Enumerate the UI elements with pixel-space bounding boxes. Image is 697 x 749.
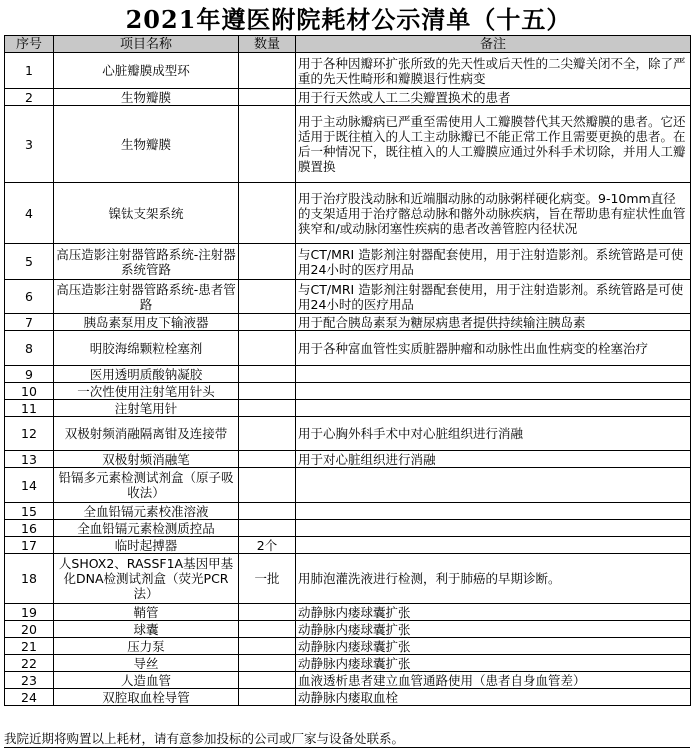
table-row [5,655,691,672]
cell-note[interactable] [296,400,691,417]
cell-no[interactable]: 12 [5,417,54,451]
table-row [5,689,691,706]
cell-no[interactable]: 16 [5,520,54,537]
table-row [5,451,691,468]
cell-name[interactable]: 胰岛素泵用皮下输液器 [54,314,239,331]
table-row [5,520,691,537]
cell-no[interactable]: 8 [5,331,54,366]
header-qty: 数量 [239,36,296,53]
cell-name[interactable]: 双腔取血栓导管 [54,689,239,706]
table-row [5,503,691,520]
cell-no[interactable]: 2 [5,89,54,106]
cell-name[interactable]: 医用透明质酸钠凝胶 [54,366,239,383]
cell-qty[interactable] [239,520,296,537]
cell-no[interactable]: 24 [5,689,54,706]
cell-note[interactable]: 动静脉内瘘球囊扩张 [296,604,691,621]
cell-note[interactable] [296,537,691,554]
cell-name[interactable]: 镍钛支架系统 [54,183,239,244]
cell-no[interactable]: 15 [5,503,54,520]
cell-qty[interactable] [239,331,296,366]
cell-note[interactable]: 用于配合胰岛素泵为糖尿病患者提供持续输注胰岛素 [296,314,691,331]
cell-name[interactable]: 鞘管 [54,604,239,621]
cell-no[interactable]: 1 [5,53,54,89]
table-row [5,604,691,621]
cell-note[interactable] [296,366,691,383]
cell-name[interactable]: 人SHOX2、RASSF1A基因甲基化DNA检测试剂盒（荧光PCR法） [54,554,239,604]
cell-name[interactable]: 导丝 [54,655,239,672]
cell-no[interactable]: 7 [5,314,54,331]
table-row [5,183,691,244]
cell-note[interactable] [296,520,691,537]
cell-note[interactable]: 用于主动脉瓣病已严重至需使用人工瓣膜替代其天然瓣膜的患者。它还适用于既往植入的人工主动脉瓣已不能正常工作且需要更换的患者。在后一种情况下，既往植入的人工瓣膜应通过外科手术切除，并用人工瓣膜置换 [296,106,691,183]
cell-qty[interactable] [239,400,296,417]
cell-no[interactable]: 22 [5,655,54,672]
cell-no[interactable]: 19 [5,604,54,621]
cell-no[interactable]: 21 [5,638,54,655]
cell-qty[interactable] [239,451,296,468]
materials-table [4,35,691,706]
cell-name[interactable]: 全血铅镉元素校准溶液 [54,503,239,520]
table-row [5,383,691,400]
cell-qty[interactable] [239,468,296,503]
cell-note[interactable] [296,383,691,400]
table-row [5,638,691,655]
cell-qty[interactable] [239,280,296,314]
table-row [5,400,691,417]
cell-qty[interactable]: 2个 [239,537,296,554]
cell-note[interactable]: 用于心胸外科手术中对心脏组织进行消融 [296,417,691,451]
header-note: 备注 [296,36,691,53]
cell-note[interactable] [296,503,691,520]
cell-qty[interactable] [239,417,296,451]
table-row [5,672,691,689]
cell-note[interactable]: 用于对心脏组织进行消融 [296,451,691,468]
cell-no[interactable]: 20 [5,621,54,638]
cell-name[interactable]: 心脏瓣膜成型环 [54,53,239,89]
cell-qty[interactable] [239,244,296,280]
cell-no[interactable]: 13 [5,451,54,468]
cell-name[interactable]: 铅镉多元素检测试剂盒（原子吸收法） [54,468,239,503]
table-body [5,53,691,706]
header-name: 项目名称 [54,36,239,53]
cell-qty[interactable] [239,183,296,244]
cell-note[interactable]: 与CT/MRI 造影剂注射器配套使用，用于注射造影剂。系统管路是可使用24小时的医疗用品 [296,280,691,314]
cell-name[interactable]: 全血铅镉元素检测质控品 [54,520,239,537]
table-row [5,53,691,89]
table-row [5,106,691,183]
header-no: 序号 [5,36,54,53]
page-title: 2021年遵医附院耗材公示清单（十五） [125,5,572,34]
table-row [5,366,691,383]
cell-note[interactable]: 动静脉内瘘球囊扩张 [296,621,691,638]
cell-note[interactable]: 用于各种富血管性实质脏器肿瘤和动脉性出血性病变的栓塞治疗 [296,331,691,366]
cell-note[interactable]: 用于行天然或人工二尖瓣置换术的患者 [296,89,691,106]
header-row [5,36,691,53]
cell-no[interactable]: 6 [5,280,54,314]
cell-name[interactable]: 球囊 [54,621,239,638]
cell-note[interactable]: 用于治疗股浅动脉和近端腘动脉的动脉粥样硬化病变。9-10mm直径的支架适用于治疗髂总动脉和髂外动脉疾病，旨在帮助患有症状性血管狭窄和/或动脉闭塞性疾病的患者改善管腔内径状况 [296,183,691,244]
cell-qty[interactable] [239,53,296,89]
cell-note[interactable]: 血液透析患者建立血管通路使用（患者自身血管差） [296,672,691,689]
cell-qty[interactable] [239,106,296,183]
cell-qty[interactable] [239,604,296,621]
cell-qty[interactable] [239,655,296,672]
table-row [5,331,691,366]
table-row [5,537,691,554]
cell-name[interactable]: 人造血管 [54,672,239,689]
cell-qty[interactable] [239,638,296,655]
cell-no[interactable]: 18 [5,554,54,604]
cell-name[interactable]: 生物瓣膜 [54,89,239,106]
cell-note[interactable]: 动静脉内瘘取血栓 [296,689,691,706]
cell-no[interactable]: 17 [5,537,54,554]
cell-note[interactable]: 动静脉内瘘球囊扩张 [296,638,691,655]
cell-qty[interactable] [239,503,296,520]
cell-note[interactable] [296,468,691,503]
cell-qty[interactable] [239,314,296,331]
cell-note[interactable]: 与CT/MRI 造影剂注射器配套使用，用于注射造影剂。系统管路是可使用24小时的医疗用品 [296,244,691,280]
cell-name[interactable]: 双极射频消融笔 [54,451,239,468]
cell-name[interactable]: 压力泵 [54,638,239,655]
cell-no[interactable]: 3 [5,106,54,183]
cell-note[interactable]: 动静脉内瘘球囊扩张 [296,655,691,672]
cell-name[interactable]: 生物瓣膜 [54,106,239,183]
table-row [5,417,691,451]
cell-name[interactable]: 高压造影注射器管路系统-注射器系统管路 [54,244,239,280]
table-row [5,621,691,638]
cell-qty[interactable] [239,689,296,706]
table-row [5,89,691,106]
cell-name[interactable]: 双极射频消融隔离钳及连接带 [54,417,239,451]
cell-no[interactable]: 9 [5,366,54,383]
footer-note: 我院近期将购置以上耗材，请有意参加投标的公司或厂家与设备处联系。 [4,731,690,748]
table-row [5,314,691,331]
cell-qty[interactable] [239,672,296,689]
cell-no[interactable]: 11 [5,400,54,417]
cell-name[interactable]: 注射笔用针 [54,400,239,417]
table-row [5,468,691,503]
cell-no[interactable]: 14 [5,468,54,503]
cell-no[interactable]: 4 [5,183,54,244]
cell-qty[interactable] [239,89,296,106]
cell-no[interactable]: 5 [5,244,54,280]
cell-note[interactable]: 用于各种因瓣环扩张所致的先天性或后天性的二尖瓣关闭不全，除了严重的先天性畸形和瓣膜退行性病变 [296,53,691,89]
cell-qty[interactable]: 一批 [239,554,296,604]
cell-no[interactable]: 10 [5,383,54,400]
cell-name[interactable]: 临时起搏器 [54,537,239,554]
cell-name[interactable]: 明胶海绵颗粒栓塞剂 [54,331,239,366]
cell-no[interactable]: 23 [5,672,54,689]
table-row [5,280,691,314]
cell-name[interactable]: 高压造影注射器管路系统-患者管路 [54,280,239,314]
cell-qty[interactable] [239,366,296,383]
cell-qty[interactable] [239,383,296,400]
cell-note[interactable]: 用肺泡灌洗液进行检测，利于肺癌的早期诊断。 [296,554,691,604]
table-row [5,554,691,604]
cell-qty[interactable] [239,621,296,638]
cell-name[interactable]: 一次性使用注射笔用针头 [54,383,239,400]
table-row [5,244,691,280]
